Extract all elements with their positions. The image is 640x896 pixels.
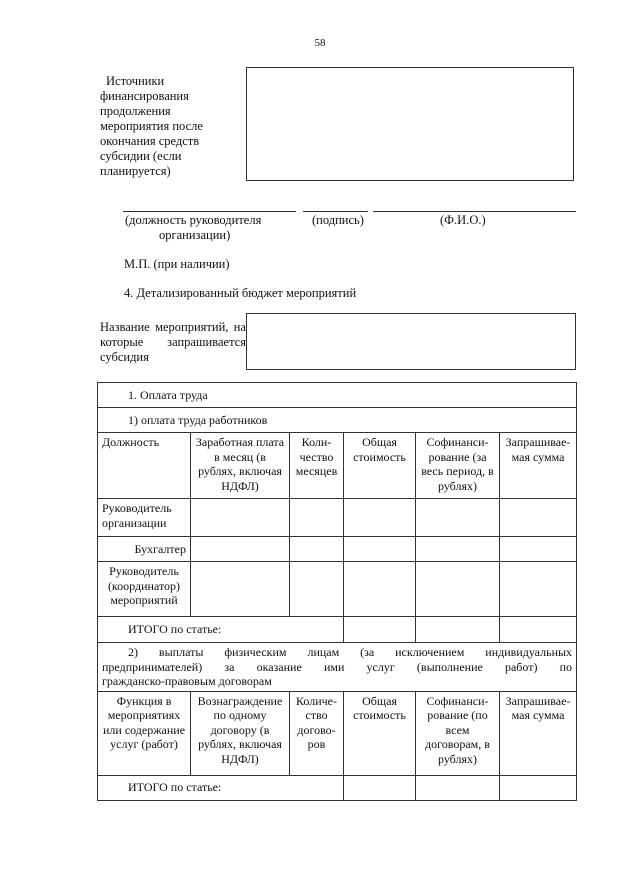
header-function: Функция в мероприятиях или содержание услуг (работ) [98, 691, 191, 775]
funding-sources-label-line: финансирования [100, 89, 189, 103]
budget-table [97, 382, 577, 801]
sign-signature-line[interactable] [303, 211, 368, 212]
table-cell[interactable] [500, 499, 577, 537]
subsection-2-title [98, 643, 577, 692]
sign-caption: (подпись) [312, 213, 364, 227]
total-row [98, 775, 577, 800]
position-signature-line[interactable] [123, 211, 296, 212]
row-label: Руководитель организации [98, 499, 191, 537]
funding-sources-label-line: окончания средств [100, 134, 200, 148]
table-cell[interactable] [344, 499, 416, 537]
header-monthly-salary: Заработная плата в месяц (в рублях, включая НДФЛ) [191, 433, 290, 499]
table-cell[interactable] [344, 775, 416, 800]
header-fee-per-contract: Вознаграждение по одному договору (в рублях, включая НДФЛ) [191, 691, 290, 775]
table-cell[interactable] [416, 499, 500, 537]
table-cell[interactable] [500, 617, 577, 643]
funding-sources-field[interactable] [246, 67, 574, 181]
table-cell[interactable] [191, 537, 290, 562]
event-name-label-line: Название мероприятий, на [100, 320, 246, 334]
event-name-field[interactable] [246, 313, 576, 370]
funding-sources-label-line: планируется) [100, 164, 171, 178]
table-row [98, 499, 577, 537]
position-caption-line1: (должность руководителя [125, 213, 262, 227]
table-row [98, 562, 577, 617]
funding-sources-label-line: продолжения [100, 104, 171, 118]
table-cell[interactable] [500, 537, 577, 562]
header-cofinancing: Софинанси-рование (по всем договорам, в рублях) [416, 691, 500, 775]
header-requested-amount: Запрашивае-мая сумма [500, 433, 577, 499]
subsection-2-title-line: гражданско-правовым договорам [102, 674, 272, 688]
table-cell[interactable] [344, 537, 416, 562]
header-contracts-count: Количе-ство догово-ров [290, 691, 344, 775]
table-cell[interactable] [344, 617, 416, 643]
total-label: ИТОГО по статье: [98, 617, 344, 643]
subsection-2-title-line: 2) выплаты физическим лицам (за исключением индивидуальных [128, 645, 573, 659]
table-cell[interactable] [500, 775, 577, 800]
row-label: Бухгалтер [98, 537, 191, 562]
table-cell[interactable] [416, 562, 500, 617]
fio-caption: (Ф.И.О.) [440, 213, 486, 227]
funding-sources-label [100, 74, 238, 179]
subsection-2-title-line: предпринимателей) за оказание ими услуг (выполнение работ) по [102, 659, 573, 674]
position-caption-line2: организации) [159, 228, 231, 242]
section-title: 1. Оплата труда [98, 383, 577, 408]
header-requested-amount: Запрашивае-мая сумма [500, 691, 577, 775]
header-months-count: Коли-чество месяцев [290, 433, 344, 499]
total-label: ИТОГО по статье: [98, 775, 344, 800]
table-cell[interactable] [416, 617, 500, 643]
table-cell[interactable] [416, 537, 500, 562]
header-total-cost: Общая стоимость [344, 433, 416, 499]
table-cell[interactable] [500, 562, 577, 617]
table-cell[interactable] [416, 775, 500, 800]
subsection-1-title: 1) оплата труда работников [98, 408, 577, 433]
table-row [98, 537, 577, 562]
stamp-note: М.П. (при наличии) [124, 257, 230, 271]
funding-sources-label-line: мероприятия после [100, 119, 203, 133]
table-cell[interactable] [344, 562, 416, 617]
position-caption [125, 213, 300, 243]
header-total-cost: Общая стоимость [344, 691, 416, 775]
header-position: Должность [98, 433, 191, 499]
section-4-title: 4. Детализированный бюджет мероприятий [124, 286, 357, 300]
fio-signature-line[interactable] [373, 211, 576, 212]
header-cofinancing: Софинанси-рование (за весь период, в рублях) [416, 433, 500, 499]
table-cell[interactable] [191, 499, 290, 537]
table-cell[interactable] [290, 537, 344, 562]
table-cell[interactable] [290, 499, 344, 537]
table-cell[interactable] [191, 562, 290, 617]
row-label: Руководитель (координатор) мероприятий [98, 562, 191, 617]
table-cell[interactable] [290, 562, 344, 617]
event-name-label-line: субсидия [100, 350, 149, 364]
event-name-label [100, 320, 246, 365]
funding-sources-label-line: Источники [106, 74, 165, 88]
funding-sources-label-line: субсидии (если [100, 149, 182, 163]
page-number: 58 [314, 37, 326, 49]
event-name-label-line: которые запрашивается [100, 335, 246, 349]
total-row [98, 617, 577, 643]
